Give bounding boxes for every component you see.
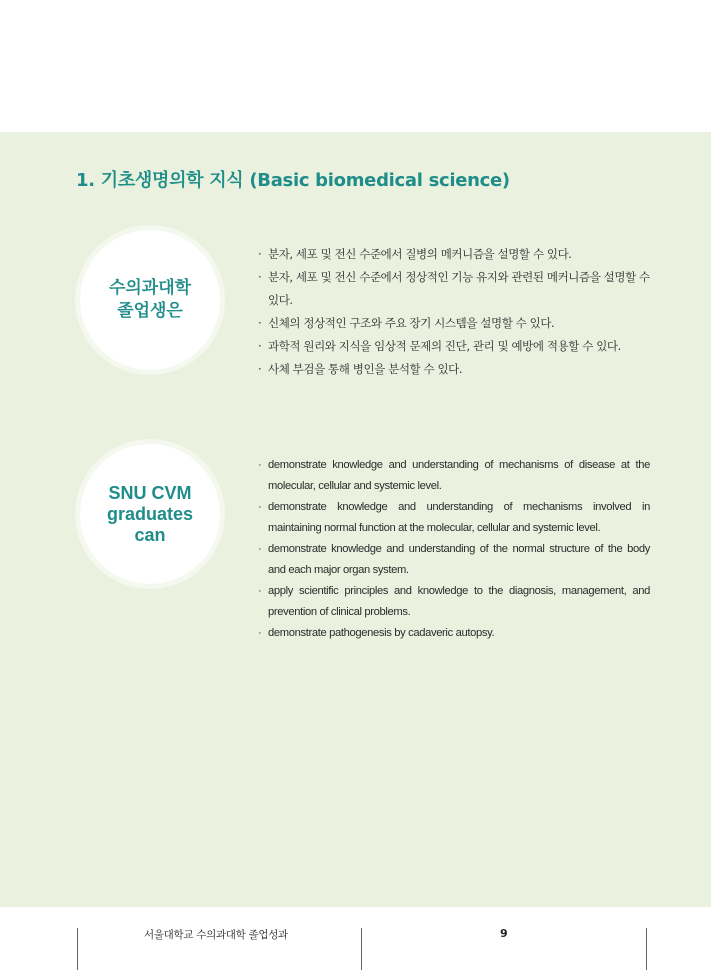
footer-divider (361, 928, 362, 970)
list-item: · 과학적 원리와 지식을 임상적 문제의 진단, 관리 및 예방에 적용할 수 있다. (258, 335, 650, 358)
list-item: · 신체의 정상적인 구조와 주요 장기 시스템을 설명할 수 있다. (258, 312, 650, 335)
page-number: 9 (500, 927, 508, 940)
footer-title: 서울대학교 수의과대학 졸업성과 (144, 929, 288, 941)
english-outcome-list (258, 455, 650, 644)
footer-divider (646, 928, 647, 970)
english-badge-line3: can (134, 524, 166, 545)
list-item: · demonstrate knowledge and understanding of mechanisms involved in maintaining normal function at the molecular, cellular and systemic level. (258, 497, 650, 539)
list-item: · 분자, 세포 및 전신 수준에서 질병의 메커니즘을 설명할 수 있다. (258, 243, 650, 266)
list-item: · demonstrate knowledge and understanding of mechanisms of disease at the molecular, cellular and systemic level. (258, 455, 650, 497)
section-title: 1. 기초생명의학 지식 (Basic biomedical science) (76, 170, 510, 191)
list-item: · 사체 부검을 통해 병인을 분석할 수 있다. (258, 358, 650, 381)
korean-badge-line1: 수의과대학 (108, 278, 192, 298)
list-item: · demonstrate pathogenesis by cadaveric autopsy. (258, 623, 650, 644)
english-badge-line1: SNU CVM (108, 482, 192, 503)
korean-outcome-list (258, 243, 650, 381)
english-badge-line2: graduates (106, 503, 194, 524)
list-item: · demonstrate knowledge and understanding of the normal structure of the body and each major organ system. (258, 539, 650, 581)
list-item: · apply scientific principles and knowledge to the diagnosis, management, and prevention of clinical problems. (258, 581, 650, 623)
english-badge (80, 444, 220, 584)
korean-badge-line2: 졸업생은 (117, 301, 183, 321)
footer-divider (77, 928, 78, 970)
list-item: · 분자, 세포 및 전신 수준에서 정상적인 기능 유지와 관련된 메커니즘을 설명할 수 있다. (258, 266, 650, 312)
korean-badge (80, 230, 220, 370)
